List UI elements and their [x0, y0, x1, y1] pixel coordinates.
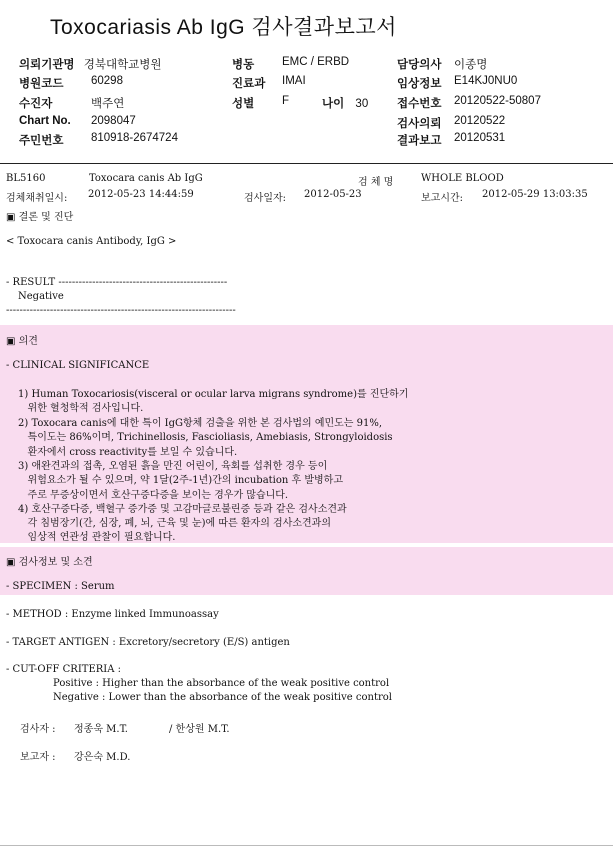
tester-value: 정종욱 M.T.	[74, 724, 128, 735]
opinion-line: 위험요소가 될 수 있으며, 약 1달(2주-1년)간의 incubation 후 발병하고	[18, 475, 343, 486]
opinion-line: 4) 호산구증다증, 백혈구 증가증 및 고감마글로불린증 등과 같은 검사소견과	[18, 504, 347, 515]
collect-label: 검체채취일시:	[6, 193, 68, 204]
chart-value: 2098047	[91, 115, 136, 127]
test-name: Toxocara canis Ab IgG	[89, 173, 203, 184]
doctor-row	[397, 56, 488, 72]
ward-label: 병동	[232, 59, 255, 71]
info-heading: ▣ 검사정보 및 소견	[6, 557, 93, 568]
result-divider: --------------------------------------------------------------------	[6, 305, 236, 316]
sex-value: F	[282, 95, 290, 107]
positive-line: Positive : Higher than the absorbance of the weak positive control	[53, 678, 390, 689]
negative-line: Negative : Lower than the absorbance of the weak positive control	[53, 692, 392, 703]
opinion-line: 임상적 연관성 관찰이 필요합니다.	[18, 532, 176, 543]
reporter-value: 강은숙 M.D.	[74, 752, 131, 763]
chart-row	[19, 115, 136, 127]
hospital-code-row	[19, 75, 123, 91]
patient-label: 수진자	[19, 98, 53, 110]
opinion-line: 특이도는 86%이며, Trichinellosis, Fascioliasis, Amebiasis, Strongyloidosis	[18, 432, 393, 443]
receipt-row	[397, 95, 541, 111]
hospital-row	[19, 56, 162, 72]
specimen-name-value: WHOLE BLOOD	[421, 173, 504, 184]
opinion-line: 각 침범장기(간, 심장, 폐, 뇌, 근육 및 눈)에 따른 환자의 검사소견과의	[18, 518, 332, 529]
cutoff-line: - CUT-OFF CRITERIA :	[6, 664, 121, 675]
clinical-value: E14KJ0NU0	[454, 75, 518, 87]
sex-label: 성별	[232, 98, 255, 110]
result-value: Negative	[18, 291, 64, 302]
age-value: 30	[355, 98, 369, 110]
request-label: 검사의뢰	[397, 118, 442, 130]
dept-value: IMAI	[282, 75, 306, 87]
request-row	[397, 115, 506, 131]
clinical-row	[397, 75, 518, 91]
doctor-label: 담당의사	[397, 59, 442, 71]
resident-label: 주민번호	[19, 135, 64, 147]
specimen-name-label: 검 체 명	[358, 177, 394, 188]
clinical-heading: - CLINICAL SIGNIFICANCE	[6, 360, 150, 371]
header-divider	[0, 163, 613, 164]
report-row	[397, 132, 506, 148]
doctor-value: 이종명	[454, 59, 488, 71]
opinion-line: 위한 혈청학적 검사입니다.	[18, 403, 144, 414]
bottom-rule	[0, 845, 613, 846]
ward-row	[232, 56, 350, 72]
opinion-line: 3) 애완견과의 접촉, 오염된 흙을 만진 어린이, 육회를 섭취한 경우 등이	[18, 461, 328, 472]
hospital-value: 경북대학교병원	[83, 59, 162, 71]
report-value: 20120531	[454, 132, 506, 144]
age-row	[322, 95, 368, 111]
receipt-value: 20120522-50807	[454, 95, 541, 107]
clinical-label: 임상정보	[397, 78, 442, 90]
report-label: 결과보고	[397, 135, 442, 147]
resident-row	[19, 132, 178, 148]
dept-label: 진료과	[232, 78, 266, 90]
collect-value: 2012-05-23 14:44:59	[88, 189, 194, 200]
opinion-line: 1) Human Toxocariosis(visceral or ocular larva migrans syndrome)를 진단하기	[18, 389, 409, 400]
result-heading: ▣ 결론 및 진단	[6, 212, 74, 223]
opinion-line: 2) Toxocara canis에 대한 특이 IgG항체 검출을 위한 본 검사법의 예민도는 91%,	[18, 418, 383, 429]
test-date-value: 2012-05-23	[304, 189, 362, 200]
hospital-code-value: 60298	[91, 75, 123, 87]
result-line: - RESULT --------------------------------------------------	[6, 277, 228, 288]
resident-value: 810918-2674724	[91, 132, 178, 144]
report-title: Toxocariasis Ab IgG 검사결과보고서	[50, 16, 397, 39]
patient-value: 백주연	[91, 98, 125, 110]
tester-label: 검사자 :	[20, 724, 56, 735]
target-line: - TARGET ANTIGEN : Excretory/secretory (E/S) antigen	[6, 637, 290, 648]
opinion-line: 주로 무증상이면서 호산구증다증을 보이는 경우가 많습니다.	[18, 490, 289, 501]
reporter-label: 보고자 :	[20, 752, 56, 763]
test-code: BL5160	[6, 173, 46, 184]
report-time-value: 2012-05-29 13:03:35	[482, 189, 588, 200]
patient-row	[19, 95, 125, 111]
test-date-label: 검사일자:	[244, 193, 287, 204]
sex-row	[232, 95, 290, 111]
hospital-label: 의뢰기관명	[19, 59, 75, 71]
method-line: - METHOD : Enzyme linked Immunoassay	[6, 609, 219, 620]
receipt-label: 접수번호	[397, 98, 442, 110]
specimen-line: - SPECIMEN : Serum	[6, 581, 115, 592]
age-label: 나이	[322, 98, 345, 110]
tester-second: / 한상원 M.T.	[169, 724, 230, 735]
dept-row	[232, 75, 306, 91]
opinion-line: 환자에서 cross reactivity를 보일 수 있습니다.	[18, 447, 238, 458]
hospital-code-label: 병원코드	[19, 78, 64, 90]
antibody-title: < Toxocara canis Antibody, IgG >	[6, 236, 177, 247]
chart-label: Chart No.	[19, 115, 71, 127]
report-time-label: 보고시간:	[421, 193, 464, 204]
request-value: 20120522	[454, 115, 506, 127]
opinion-heading: ▣ 의견	[6, 336, 38, 347]
ward-value: EMC / ERBD	[282, 56, 350, 68]
